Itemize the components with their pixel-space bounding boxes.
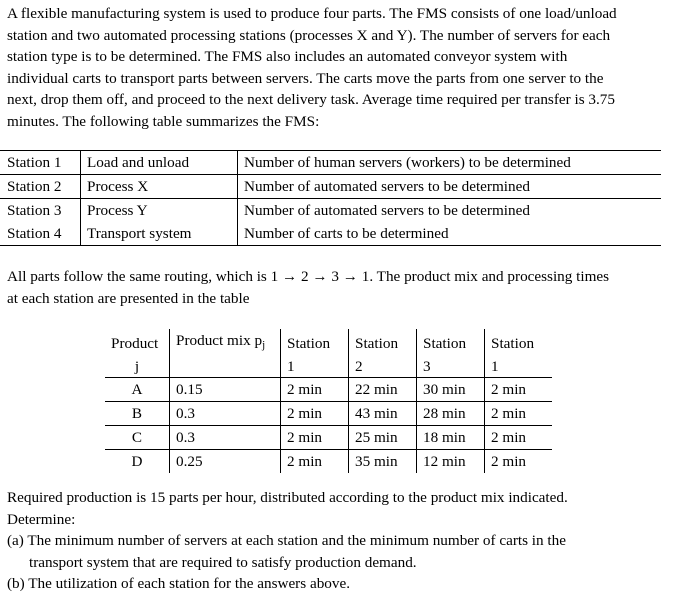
text-line: at each station are presented in the table	[7, 289, 250, 307]
time-cell: 2 min	[485, 402, 553, 426]
time-cell: 2 min	[485, 378, 553, 402]
text-line: minutes. The following table summarizes the FMS:	[7, 112, 320, 130]
table-row	[0, 151, 661, 175]
intro-paragraph	[7, 3, 667, 132]
table-row	[105, 426, 552, 450]
text-line: next, drop them off, and proceed to the next delivery task. Average time required per transfer is 3.75	[7, 91, 615, 108]
station-desc-cell: Number of automated servers to be determined	[244, 202, 530, 219]
text-line: A flexible manufacturing system is used to produce four parts. The FMS consists of one load/unload	[7, 5, 617, 22]
header-cell: 2	[349, 357, 417, 378]
header-cell: Station	[281, 329, 349, 357]
station-name-cell: Process X	[81, 175, 238, 199]
mix-cell: 0.25	[170, 450, 281, 474]
station-desc-cell: Number of automated servers to be determined	[238, 175, 662, 199]
product-cell: D	[131, 453, 143, 470]
table-row	[105, 402, 552, 426]
time-cell: 28 min	[417, 402, 485, 426]
text-line: (a) The minimum number of servers at each station and the minimum number of carts in the	[7, 532, 566, 549]
station-cell: Station 2	[0, 175, 81, 199]
question-b	[7, 573, 667, 595]
text-line: individual carts to transport parts between servers. The carts move the parts from one server to the	[7, 69, 604, 87]
mix-cell: 0.3	[170, 426, 281, 450]
text-line: Required production is 15 parts per hour, distributed according to the product mix indicated.	[7, 489, 568, 506]
station-name-cell: Load and unload	[81, 151, 238, 175]
station-cell: Station 3	[0, 199, 81, 223]
product-cell: B	[105, 402, 170, 426]
time-cell: 2 min	[485, 450, 553, 474]
time-cell: 30 min	[417, 378, 485, 402]
table-row	[105, 450, 552, 474]
routing-paragraph	[7, 266, 667, 309]
question-a	[7, 530, 667, 573]
time-cell: 2 min	[485, 426, 553, 450]
time-cell: 2 min	[281, 426, 349, 450]
time-cell: 2 min	[281, 450, 349, 474]
header-cell	[170, 357, 281, 378]
header-cell: 3	[417, 357, 485, 378]
station-desc-cell: Number of human servers (workers) to be determined	[238, 151, 662, 175]
product-mix-table	[105, 329, 552, 473]
station-name-cell: Transport system	[81, 222, 238, 246]
text-line: transport system that are required to satisfy production demand.	[29, 553, 417, 571]
station-name-cell: Process Y	[81, 199, 238, 223]
header-cell: 1	[281, 357, 349, 378]
header-cell: Station	[349, 329, 417, 357]
table-header-row	[105, 329, 552, 357]
text-line: Determine:	[7, 510, 76, 528]
text-line: All parts follow the same routing, which is 1 → 2 → 3 → 1. The product mix and processing times	[7, 268, 610, 285]
time-cell: 43 min	[349, 402, 417, 426]
header-cell	[170, 329, 281, 357]
station-cell: Station 4	[0, 222, 81, 246]
mix-cell: 0.3	[170, 402, 281, 426]
station-cell: Station 1	[0, 151, 81, 175]
table-header-row	[105, 357, 552, 378]
time-cell: 2 min	[281, 378, 349, 402]
header-cell: Station	[485, 329, 553, 357]
table-row	[0, 175, 661, 199]
table-row	[0, 199, 661, 223]
time-cell: 22 min	[349, 378, 417, 402]
time-cell: 18 min	[417, 426, 485, 450]
time-cell: 2 min	[281, 402, 349, 426]
product-cell: C	[105, 426, 170, 450]
text-line: station type is to be determined. The FMS also includes an automated conveyor system with	[7, 48, 568, 65]
product-cell: A	[105, 378, 170, 402]
station-desc-cell: Number of carts to be determined	[238, 222, 662, 246]
header-text: Product mix p	[176, 332, 263, 349]
text-line: (b) The utilization of each station for the answers above.	[7, 575, 351, 592]
header-cell: 1	[485, 357, 553, 378]
header-subscript: j	[262, 339, 266, 351]
time-cell: 12 min	[417, 450, 485, 474]
table-row	[105, 378, 552, 402]
text-line: station and two automated processing stations (processes X and Y). The number of servers for each	[7, 26, 611, 44]
header-cell: j	[105, 357, 170, 378]
time-cell: 25 min	[349, 426, 417, 450]
requirement-paragraph	[7, 487, 667, 530]
time-cell: 35 min	[349, 450, 417, 474]
mix-cell: 0.15	[170, 378, 281, 402]
header-cell: Product	[111, 334, 159, 352]
table-row	[0, 222, 661, 246]
stations-table	[0, 150, 661, 246]
header-cell: Station	[417, 329, 485, 357]
